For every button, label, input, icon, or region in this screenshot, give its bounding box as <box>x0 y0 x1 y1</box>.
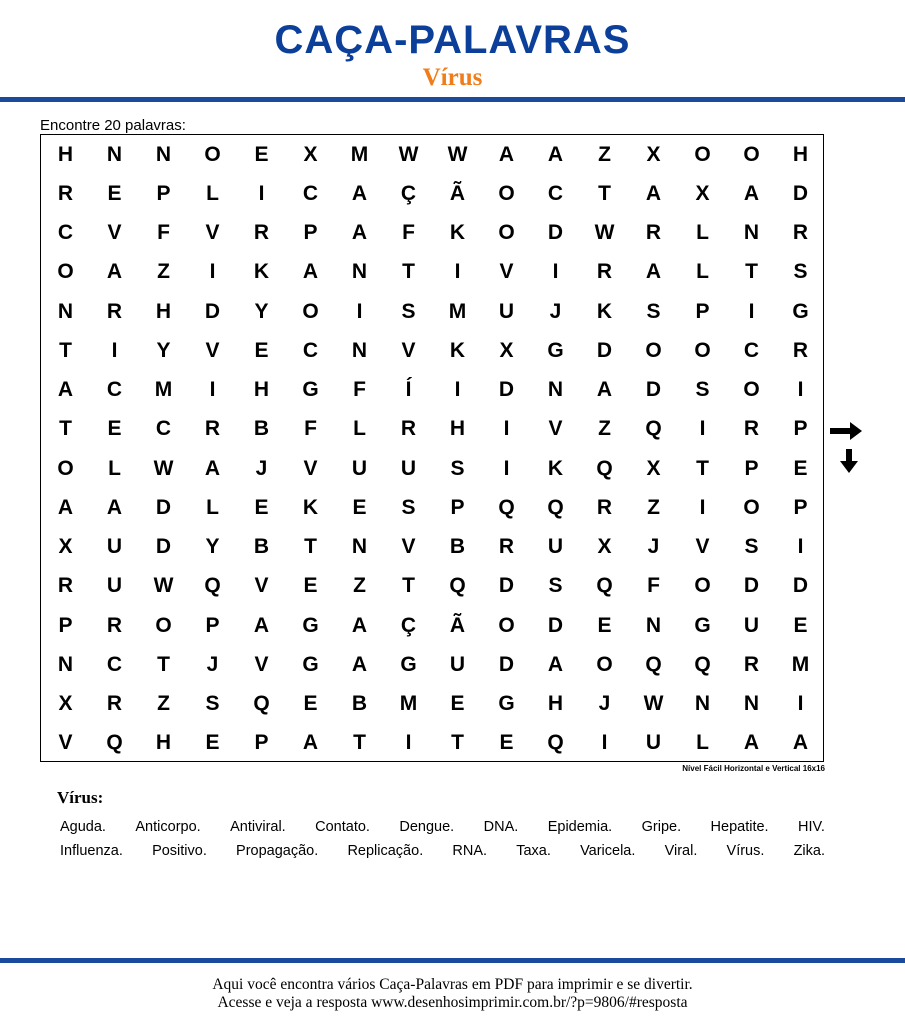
grid-letter: H <box>155 731 172 755</box>
grid-letter: E <box>450 692 465 716</box>
grid-letter: Ã <box>449 613 466 637</box>
grid-letter: T <box>157 652 170 676</box>
grid-letter: I <box>699 417 706 441</box>
word-list-row-2 <box>60 842 825 860</box>
grid-letter: G <box>302 378 319 402</box>
grid-letter: H <box>449 417 466 441</box>
grid-letter: E <box>254 495 269 519</box>
grid-letter: Q <box>449 574 466 598</box>
grid-letter: V <box>548 417 563 441</box>
grid-letter: D <box>498 652 515 676</box>
grid-letter: I <box>797 692 804 716</box>
word-list-item: Dengue. <box>399 819 455 835</box>
grid-letter: D <box>596 338 613 362</box>
grid-letter: I <box>111 338 118 362</box>
grid-letter: R <box>253 221 270 245</box>
word-list-item: Hepatite. <box>710 819 769 835</box>
grid-letter: Y <box>254 299 269 323</box>
word-list-item: Zika. <box>793 843 825 859</box>
grid-letter: O <box>498 181 515 205</box>
grid-letter: X <box>303 142 318 166</box>
grid-letter: Q <box>645 652 662 676</box>
grid-letter: E <box>793 456 808 480</box>
grid-letter: O <box>694 142 711 166</box>
footer-line-2: Acesse e veja a resposta www.desenhosimprimir.com.br/?p=9806/#resposta <box>217 994 688 1011</box>
grid-letter: V <box>254 574 269 598</box>
grid-letter: F <box>304 417 317 441</box>
word-list-item: Positivo. <box>152 843 207 859</box>
word-list-item: RNA. <box>452 843 488 859</box>
grid-letter: R <box>743 652 760 676</box>
grid-letter: C <box>106 378 123 402</box>
word-list-item: HIV. <box>798 819 825 835</box>
grid-letter: I <box>209 378 216 402</box>
grid-letter: F <box>647 574 660 598</box>
grid-letter: N <box>645 613 662 637</box>
grid-letter: R <box>106 299 123 323</box>
grid-letter: I <box>209 260 216 284</box>
grid-letter: F <box>353 378 366 402</box>
grid-letter: C <box>106 652 123 676</box>
grid-letter: R <box>596 495 613 519</box>
grid-letter: Y <box>205 535 220 559</box>
grid-letter: J <box>206 652 219 676</box>
grid-letter: P <box>793 495 808 519</box>
grid-letter: R <box>792 221 809 245</box>
grid-letter: K <box>302 495 319 519</box>
grid-letter: I <box>405 731 412 755</box>
word-list-item: Aguda. <box>60 819 106 835</box>
grid-letter: L <box>206 181 219 205</box>
grid-letter: V <box>205 338 220 362</box>
grid-letter: K <box>449 221 466 245</box>
grid-letter: J <box>549 299 562 323</box>
grid-letter: A <box>498 142 515 166</box>
grid-letter: O <box>498 613 515 637</box>
grid-letter: E <box>303 574 318 598</box>
grid-letter: S <box>401 299 416 323</box>
grid-letter: O <box>57 456 74 480</box>
grid-letter: O <box>694 574 711 598</box>
grid-letter: W <box>447 142 468 166</box>
arrow-right-icon <box>828 420 864 442</box>
word-search-grid <box>40 134 824 762</box>
grid-letter: L <box>108 456 121 480</box>
grid-letter: X <box>646 142 661 166</box>
grid-letter: X <box>695 181 710 205</box>
grid-letter: P <box>156 181 171 205</box>
grid-letter: B <box>253 417 270 441</box>
grid-letter: E <box>205 731 220 755</box>
grid-letter: A <box>547 142 564 166</box>
grid-letter: O <box>743 378 760 402</box>
grid-letter: K <box>253 260 270 284</box>
grid-letter: K <box>547 456 564 480</box>
grid-letter: S <box>695 378 710 402</box>
grid-letter: M <box>399 692 418 716</box>
grid-letter: T <box>402 260 415 284</box>
page-subtitle: Vírus <box>422 64 483 91</box>
grid-letter: R <box>645 221 662 245</box>
grid-letter: C <box>302 181 319 205</box>
grid-letter: I <box>503 456 510 480</box>
bottom-divider <box>0 958 905 963</box>
grid-letter: V <box>401 338 416 362</box>
grid-letter: N <box>106 142 123 166</box>
grid-letter: Y <box>156 338 171 362</box>
grid-letter: P <box>58 613 73 637</box>
word-list-item: Epidemia. <box>547 819 613 835</box>
grid-letter: W <box>153 456 174 480</box>
grid-letter: O <box>302 299 319 323</box>
grid-letter: M <box>350 142 369 166</box>
grid-letter: J <box>255 456 268 480</box>
grid-letter: V <box>58 731 73 755</box>
grid-letter: A <box>743 731 760 755</box>
grid-letter: D <box>547 221 564 245</box>
grid-letter: Ç <box>400 613 417 637</box>
grid-letter: Í <box>405 378 412 402</box>
grid-letter: Z <box>647 495 660 519</box>
grid-letter: B <box>351 692 368 716</box>
grid-letter: Q <box>596 456 613 480</box>
grid-letter: A <box>57 378 74 402</box>
grid-letter: I <box>258 181 265 205</box>
grid-letter: E <box>254 142 269 166</box>
grid-letter: A <box>302 260 319 284</box>
grid-letter: U <box>743 613 760 637</box>
grid-letter: N <box>743 221 760 245</box>
grid-letter: A <box>645 260 662 284</box>
grid-letter: Z <box>157 692 170 716</box>
grid-letter: I <box>699 495 706 519</box>
word-list-item: Contato. <box>315 819 370 835</box>
grid-letter: A <box>351 613 368 637</box>
grid-letter: H <box>792 142 809 166</box>
grid-letter: V <box>107 221 122 245</box>
grid-letter: E <box>793 613 808 637</box>
grid-letter: C <box>155 417 172 441</box>
grid-letter: R <box>498 535 515 559</box>
grid-letter: O <box>498 221 515 245</box>
word-list-item: Vírus. <box>726 843 765 859</box>
grid-letter: T <box>353 731 366 755</box>
grid-letter: L <box>353 417 366 441</box>
grid-letter: H <box>155 299 172 323</box>
grid-letter: H <box>547 692 564 716</box>
grid-letter: I <box>797 535 804 559</box>
grid-letter: T <box>598 181 611 205</box>
grid-letter: E <box>499 731 514 755</box>
grid-letter: R <box>792 338 809 362</box>
grid-letter: Q <box>498 495 515 519</box>
grid-letter: F <box>157 221 170 245</box>
grid-letter: Z <box>353 574 366 598</box>
grid-letter: G <box>302 613 319 637</box>
level-note: Nível Fácil Horizontal e Vertical 16x16 <box>682 764 825 773</box>
grid-letter: L <box>206 495 219 519</box>
grid-letter: N <box>57 299 74 323</box>
grid-letter: U <box>645 731 662 755</box>
grid-letter: R <box>400 417 417 441</box>
grid-letter: D <box>547 613 564 637</box>
grid-letter: Q <box>106 731 123 755</box>
grid-letter: Q <box>547 495 564 519</box>
grid-letter: Ã <box>449 181 466 205</box>
grid-letter: E <box>303 692 318 716</box>
grid-letter: I <box>503 417 510 441</box>
grid-letter: D <box>204 299 221 323</box>
grid-letter: U <box>106 574 123 598</box>
grid-letter: S <box>744 535 759 559</box>
grid-letter: T <box>402 574 415 598</box>
grid-letter: P <box>450 495 465 519</box>
grid-letter: A <box>743 181 760 205</box>
grid-letter: H <box>57 142 74 166</box>
grid-letter: R <box>57 181 74 205</box>
grid-letter: G <box>547 338 564 362</box>
word-list-item: Anticorpo. <box>135 819 201 835</box>
grid-letter: V <box>695 535 710 559</box>
grid-letter: B <box>449 535 466 559</box>
grid-letter: A <box>351 652 368 676</box>
grid-letter: W <box>153 574 174 598</box>
grid-letter: E <box>254 338 269 362</box>
grid-letter: V <box>205 221 220 245</box>
grid-letter: U <box>106 535 123 559</box>
grid-letter: U <box>449 652 466 676</box>
grid-letter: V <box>303 456 318 480</box>
grid-letter: G <box>792 299 809 323</box>
grid-letter: V <box>401 535 416 559</box>
grid-letter: Ç <box>400 181 417 205</box>
grid-letter: X <box>646 456 661 480</box>
grid-letter: O <box>57 260 74 284</box>
grid-letter: P <box>205 613 220 637</box>
grid-letter: D <box>498 378 515 402</box>
grid-letter: M <box>448 299 467 323</box>
grid-letter: Q <box>204 574 221 598</box>
grid-letter: U <box>351 456 368 480</box>
grid-letter: S <box>205 692 220 716</box>
grid-letter: L <box>696 260 709 284</box>
grid-letter: E <box>107 417 122 441</box>
grid-letter: Z <box>157 260 170 284</box>
grid-letter: A <box>302 731 319 755</box>
grid-letter: E <box>597 613 612 637</box>
grid-letter: Q <box>253 692 270 716</box>
grid-letter: A <box>253 613 270 637</box>
grid-letter: I <box>454 260 461 284</box>
grid-letter: Q <box>645 417 662 441</box>
grid-letter: E <box>107 181 122 205</box>
grid-letter: A <box>351 221 368 245</box>
grid-letter: D <box>155 535 172 559</box>
word-list-item: Viral. <box>664 843 698 859</box>
grid-letter: T <box>451 731 464 755</box>
grid-letter: W <box>643 692 664 716</box>
grid-letter: N <box>743 692 760 716</box>
grid-letter: Z <box>598 417 611 441</box>
grid-letter: J <box>647 535 660 559</box>
top-divider <box>0 97 905 102</box>
grid-letter: D <box>645 378 662 402</box>
grid-letter: G <box>302 652 319 676</box>
grid-letter: O <box>743 495 760 519</box>
grid-letter: X <box>597 535 612 559</box>
grid-letter: R <box>106 692 123 716</box>
grid-letter: H <box>253 378 270 402</box>
grid-letter: P <box>793 417 808 441</box>
instruction-text: Encontre 20 palavras: <box>40 117 186 134</box>
grid-letter: P <box>695 299 710 323</box>
grid-letter: T <box>59 338 72 362</box>
grid-letter: I <box>356 299 363 323</box>
grid-letter: X <box>58 692 73 716</box>
grid-letter: N <box>351 338 368 362</box>
grid-letter: O <box>645 338 662 362</box>
grid-letter: Q <box>547 731 564 755</box>
word-list-item: Influenza. <box>60 843 123 859</box>
grid-letter: N <box>155 142 172 166</box>
grid-letter: K <box>596 299 613 323</box>
grid-letter: G <box>694 613 711 637</box>
grid-letter: D <box>792 574 809 598</box>
grid-letter: U <box>547 535 564 559</box>
grid-letter: T <box>59 417 72 441</box>
grid-letter: S <box>401 495 416 519</box>
grid-letter: K <box>449 338 466 362</box>
grid-letter: D <box>792 181 809 205</box>
grid-letter: X <box>499 338 514 362</box>
grid-letter: A <box>106 260 123 284</box>
word-list-title: Vírus: <box>57 788 104 807</box>
grid-letter: R <box>204 417 221 441</box>
grid-letter: D <box>498 574 515 598</box>
grid-letter: X <box>58 535 73 559</box>
grid-letter: C <box>547 181 564 205</box>
grid-letter: R <box>57 574 74 598</box>
grid-letter: O <box>155 613 172 637</box>
grid-letter: N <box>351 260 368 284</box>
grid-letter: E <box>352 495 367 519</box>
grid-letter: U <box>498 299 515 323</box>
grid-letter: Z <box>598 142 611 166</box>
grid-letter: M <box>791 652 810 676</box>
grid-letter: T <box>745 260 758 284</box>
grid-letter: O <box>743 142 760 166</box>
grid-letter: M <box>154 378 173 402</box>
grid-letter: Q <box>694 652 711 676</box>
grid-letter: A <box>204 456 221 480</box>
grid-letter: O <box>694 338 711 362</box>
page-title: CAÇA-PALAVRAS <box>274 18 631 62</box>
grid-letter: S <box>548 574 563 598</box>
arrow-down-icon <box>838 447 860 475</box>
grid-letter: D <box>155 495 172 519</box>
grid-letter: A <box>351 181 368 205</box>
grid-letter: I <box>601 731 608 755</box>
grid-letter: P <box>254 731 269 755</box>
grid-letter: R <box>596 260 613 284</box>
grid-letter: J <box>598 692 611 716</box>
grid-letter: W <box>398 142 419 166</box>
grid-letter: G <box>400 652 417 676</box>
grid-letter: O <box>204 142 221 166</box>
grid-letter: U <box>400 456 417 480</box>
grid-letter: I <box>797 378 804 402</box>
grid-letter: G <box>498 692 515 716</box>
grid-letter: C <box>743 338 760 362</box>
grid-letter: T <box>696 456 709 480</box>
grid-letter: N <box>694 692 711 716</box>
word-list-item: Propagação. <box>236 843 319 859</box>
grid-letter: R <box>106 613 123 637</box>
grid-letter: N <box>57 652 74 676</box>
word-list-item: Antiviral. <box>230 819 286 835</box>
grid-letter: V <box>499 260 514 284</box>
grid-letter: R <box>743 417 760 441</box>
grid-letter: C <box>57 221 74 245</box>
grid-letter: S <box>646 299 661 323</box>
grid-letter: O <box>596 652 613 676</box>
grid-letter: I <box>454 378 461 402</box>
grid-letter: T <box>304 535 317 559</box>
word-list-item: Varicela. <box>580 843 636 859</box>
grid-letter: I <box>748 299 755 323</box>
grid-letter: W <box>594 221 615 245</box>
grid-letter: A <box>57 495 74 519</box>
word-list-item: Replicação. <box>347 843 424 859</box>
grid-letter: P <box>303 221 318 245</box>
word-list-item: Gripe. <box>641 819 682 835</box>
word-list-item: DNA. <box>483 819 519 835</box>
word-list-row-1 <box>60 818 825 836</box>
grid-letter: A <box>596 378 613 402</box>
grid-letter: I <box>552 260 559 284</box>
word-list-item: Taxa. <box>516 843 551 859</box>
grid-letter: N <box>351 535 368 559</box>
grid-letter: D <box>743 574 760 598</box>
grid-letter: A <box>792 731 809 755</box>
grid-letter: A <box>645 181 662 205</box>
grid-letter: N <box>547 378 564 402</box>
grid-letter: L <box>696 731 709 755</box>
grid-letter: S <box>793 260 808 284</box>
grid-letter: C <box>302 338 319 362</box>
grid-letter: F <box>402 221 415 245</box>
footer-line-1: Aqui você encontra vários Caça-Palavras em PDF para imprimir e se divertir. <box>212 976 693 993</box>
grid-letter: A <box>547 652 564 676</box>
grid-letter: A <box>106 495 123 519</box>
grid-letter: S <box>450 456 465 480</box>
grid-letter: Q <box>596 574 613 598</box>
grid-letter: V <box>254 652 269 676</box>
grid-letter: B <box>253 535 270 559</box>
grid-letter: P <box>744 456 759 480</box>
grid-letter: L <box>696 221 709 245</box>
